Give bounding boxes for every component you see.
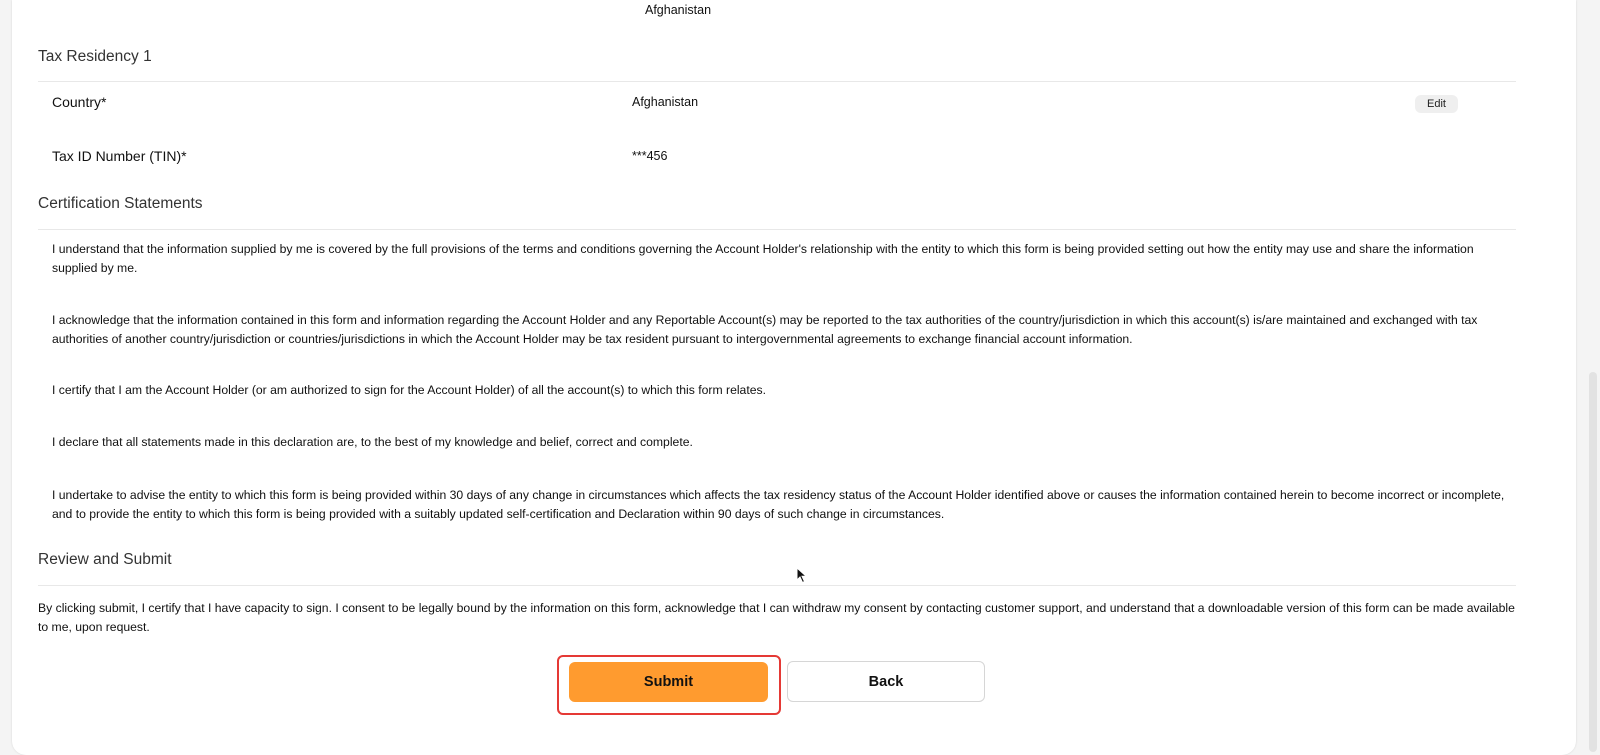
certification-statement: I certify that I am the Account Holder (or am authorized to sign for the Account Holder) of all the account(s) to which this form relates. <box>52 383 766 397</box>
country-label: Country* <box>52 94 107 110</box>
form-card <box>12 0 1576 755</box>
certification-statement: I acknowledge that the information contained in this form and information regarding the Account Holder and any Reportable Account(s) may be reported to the tax authorities of the country/jurisdiction in which this account(s) is/are maintained and exchanged with tax authorities of another country/jurisdiction or countries/jurisdictions in which the Account Holder may be tax resident pursuant to intergovernmental agreements to exchange financial account information. <box>52 313 1478 346</box>
tin-label: Tax ID Number (TIN)* <box>52 148 187 164</box>
certification-title: Certification Statements <box>38 195 203 212</box>
certification-statement: I undertake to advise the entity to which this form is being provided within 30 days of any change in circumstances which affects the tax residency status of the Account Holder identified above or causes the information contained herein to become incorrect or incomplete, and to provide the entity to which this form is being provided with a suitably updated self-certification and Declaration within 90 days of such change in circumstances. <box>52 488 1505 521</box>
consent-text: By clicking submit, I certify that I have capacity to sign. I consent to be legally bound by the information on this form, acknowledge that I can withdraw my consent by contacting customer support, and understand that a downloadable version of this form can be made available to me, upon request. <box>38 601 1515 634</box>
section-divider <box>38 229 1516 230</box>
mouse-cursor-icon <box>796 567 808 589</box>
scrollbar-thumb[interactable] <box>1589 372 1597 752</box>
certification-statement: I declare that all statements made in this declaration are, to the best of my knowledge and belief, correct and complete. <box>52 435 693 449</box>
review-title: Review and Submit <box>38 551 172 568</box>
previous-country-value: Afghanistan <box>645 3 712 17</box>
back-button[interactable]: Back <box>787 661 985 702</box>
scrollbar[interactable] <box>1586 0 1600 755</box>
country-value: Afghanistan <box>632 95 699 109</box>
section-divider <box>38 81 1516 82</box>
edit-button[interactable]: Edit <box>1415 95 1458 113</box>
certification-statement: I understand that the information supplied by me is covered by the full provisions of the terms and conditions governing the Account Holder's relationship with the entity to which this form is being provided setting out how the entity may use and share the information supplied by me. <box>52 242 1474 275</box>
tax-residency-title: Tax Residency 1 <box>38 48 152 65</box>
section-divider <box>38 585 1516 586</box>
submit-button[interactable]: Submit <box>569 662 768 702</box>
tin-value: ***456 <box>632 149 668 163</box>
